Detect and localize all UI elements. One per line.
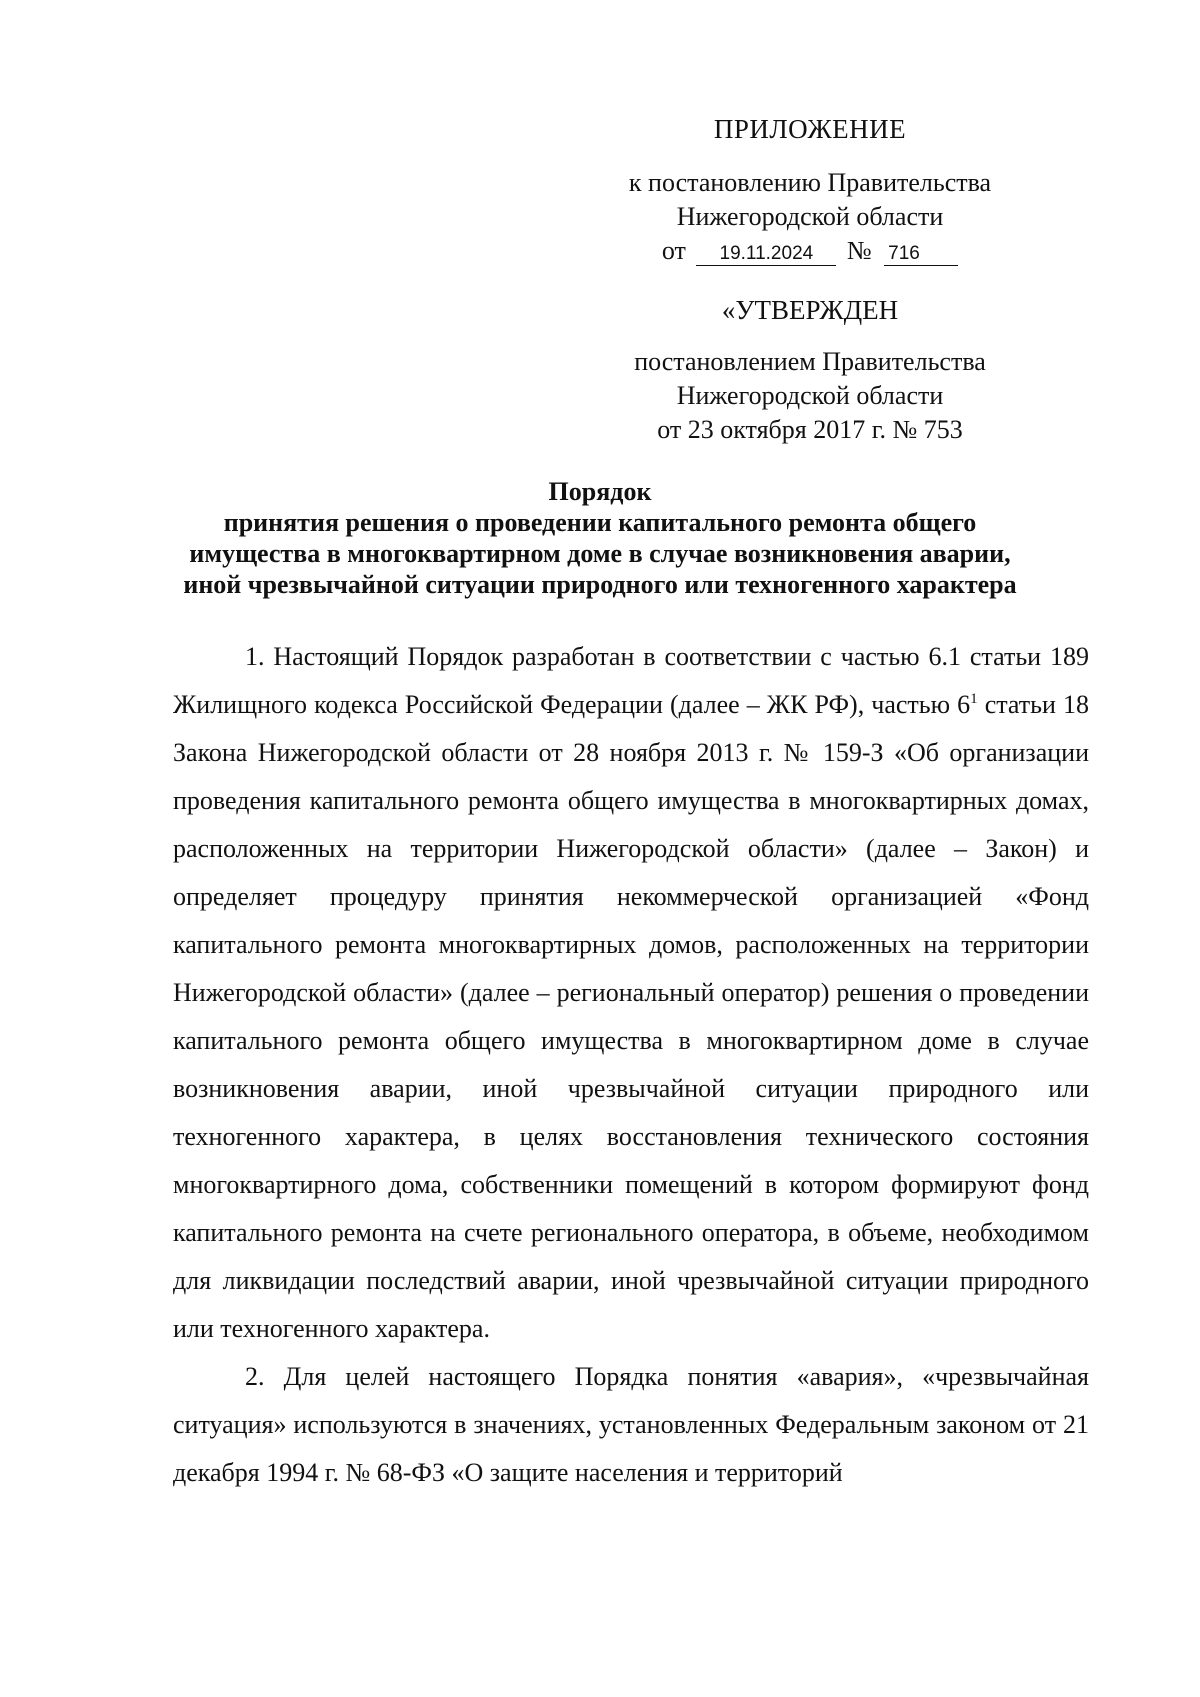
title-line1: Порядок [548, 477, 652, 506]
appendix-title: ПРИЛОЖЕНИЕ [713, 114, 907, 144]
superscript: 1 [970, 691, 978, 707]
paragraph-1 [173, 633, 1089, 1353]
number-sign: № [846, 236, 872, 265]
title-line2: принятия решения о проведении капитального ремонта общего [223, 508, 977, 537]
approved-title: «УТВЕРЖДЕН [721, 295, 899, 325]
appendix-reference [580, 166, 1040, 268]
title-line4: иной чрезвычайной ситуации природного или техногенного характера [183, 570, 1017, 599]
approval-line3: от 23 октября 2017 г. № 753 [657, 415, 963, 444]
date-number-line [580, 234, 1040, 268]
document-body [173, 633, 1089, 1497]
paragraph-1-part-b: статьи 18 Закона Нижегородской области от 28 ноября 2013 г. № 159-З «Об организации проведения капитального ремонта общего имущества в многоквартирных домах, расположенных на территории Нижегородской области» (далее – Закон) и определяет процедуру принятия некоммерческой организацией «Фонд капитального ремонта многоквартирных домов, расположенных на территории Нижегородской области» (далее – региональный оператор) решения о проведении капитального ремонта общего имущества в многоквартирном доме в случае возникновения аварии, иной чрезвычайной ситуации природного или техногенного характера, в целях восстановления технического состояния многоквартирного дома, собственники помещений в котором формируют фонд капитального ремонта на счете регионального оператора, в объеме, необходимом для ликвидации последствий аварии, иной чрезвычайной ситуации природного или техногенного характера. [173, 690, 1089, 1343]
approval-line2: Нижегородской области [676, 381, 944, 410]
date-field: 19.11.2024 [696, 243, 836, 266]
document-title [100, 476, 1100, 600]
appendix-ref-line1: к постановлению Правительства [628, 168, 992, 197]
paragraph-2: 2. Для целей настоящего Порядка понятия «авария», «чрезвычайная ситуация» используются в значениях, установленных Федеральным законом от 21 декабря 1994 г. № 68-ФЗ «О защите населения и территорий [173, 1362, 1089, 1487]
appendix-ref-line2: Нижегородской области [676, 202, 944, 231]
date-prefix: от [661, 236, 686, 265]
number-field: 716 [884, 243, 958, 266]
title-line3: имущества в многоквартирном доме в случае возникновения аварии, [189, 539, 1011, 568]
approval-reference [580, 345, 1040, 447]
approval-line1: постановлением Правительства [634, 347, 986, 376]
paragraph-1-part-a: 1. Настоящий Порядок разработан в соответствии с частью 6.1 статьи 189 Жилищного кодекса Российской Федерации (далее – ЖК РФ), частью 6 [173, 642, 1089, 719]
